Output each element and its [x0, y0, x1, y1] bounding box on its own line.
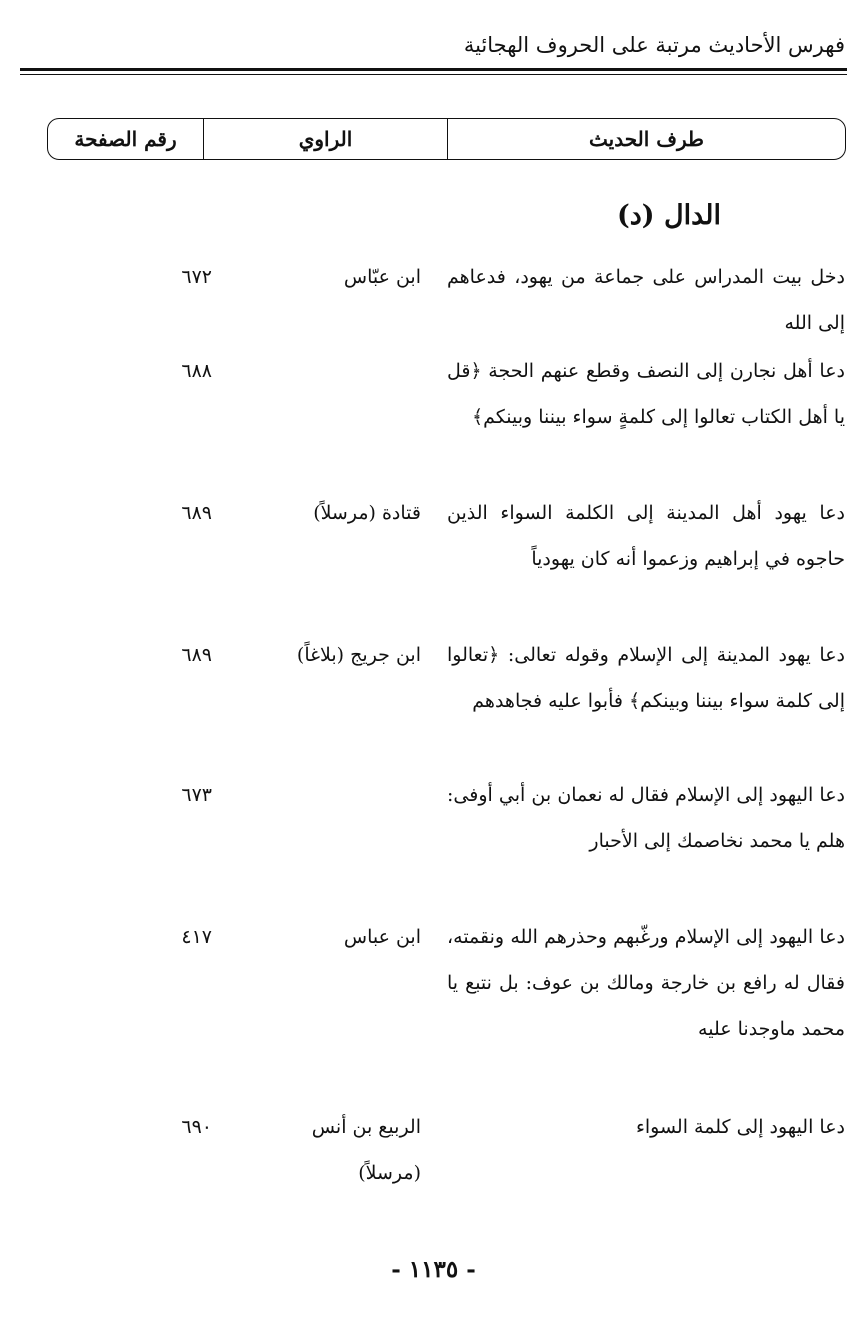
running-head: فهرس الأحاديث مرتبة على الحروف الهجائية: [463, 33, 845, 57]
column-header-page: رقم الصفحة: [74, 127, 177, 151]
hadith-text: دعا أهل نجارن إلى النصف وقطع عنهم الحجة ﴿قل يا أهل الكتاب تعالوا إلى كلمةٍ سواء بيننا وبينكم﴾: [447, 360, 845, 428]
page-folio: - ١١٣٥ -: [391, 1256, 476, 1283]
page-number: ٦٧٣: [181, 784, 212, 806]
page-number: ٦٨٩: [181, 502, 212, 524]
narrator: ابن عباس: [343, 926, 421, 948]
page-number: ٦٨٨: [181, 360, 212, 382]
narrator: ابن عبّاس: [343, 266, 421, 288]
narrator: ابن جريج (بلاغاً): [296, 644, 421, 666]
hadith-text: دخل بيت المدراس على جماعة من يهود، فدعاهم إلى الله: [447, 266, 845, 334]
page-number: ٤١٧: [181, 926, 212, 948]
column-header-hadith: طرف الحديث: [447, 119, 845, 159]
hadith-text: دعا يهود أهل المدينة إلى الكلمة السواء الذين حاجوه في إبراهيم وزعموا أنه كان يهودياً: [447, 502, 845, 570]
page-number: ٦٧٢: [181, 266, 212, 288]
column-header-box: [47, 118, 846, 160]
hadith-text: دعا اليهود إلى الإسلام فقال له نعمان بن أبي أوفى: هلم يا محمد نخاصمك إلى الأحبار: [447, 784, 845, 852]
header-rule-thin: [20, 74, 847, 75]
section-title: الدال (د): [617, 200, 721, 231]
column-header-narrator: الراوي: [203, 119, 447, 159]
page-number: ٦٩٠: [181, 1116, 212, 1138]
hadith-text: دعا اليهود إلى الإسلام ورغّبهم وحذرهم الله ونقمته، فقال له رافع بن خارجة ومالك بن عوف: بل نتبع يا محمد ماوجدنا عليه: [447, 926, 845, 1040]
header-rule-thick: [20, 68, 847, 71]
page-number: ٦٨٩: [181, 644, 212, 666]
hadith-text: دعا يهود المدينة إلى الإسلام وقوله تعالى: ﴿تعالوا إلى كلمة سواء بيننا وبينكم﴾ فأبوا عليه فجاهدهم: [447, 644, 845, 712]
hadith-text: دعا اليهود إلى كلمة السواء: [635, 1116, 845, 1138]
narrator: قتادة (مرسلاً): [313, 502, 421, 524]
narrator: الربيع بن أنس (مرسلاً): [311, 1116, 421, 1184]
